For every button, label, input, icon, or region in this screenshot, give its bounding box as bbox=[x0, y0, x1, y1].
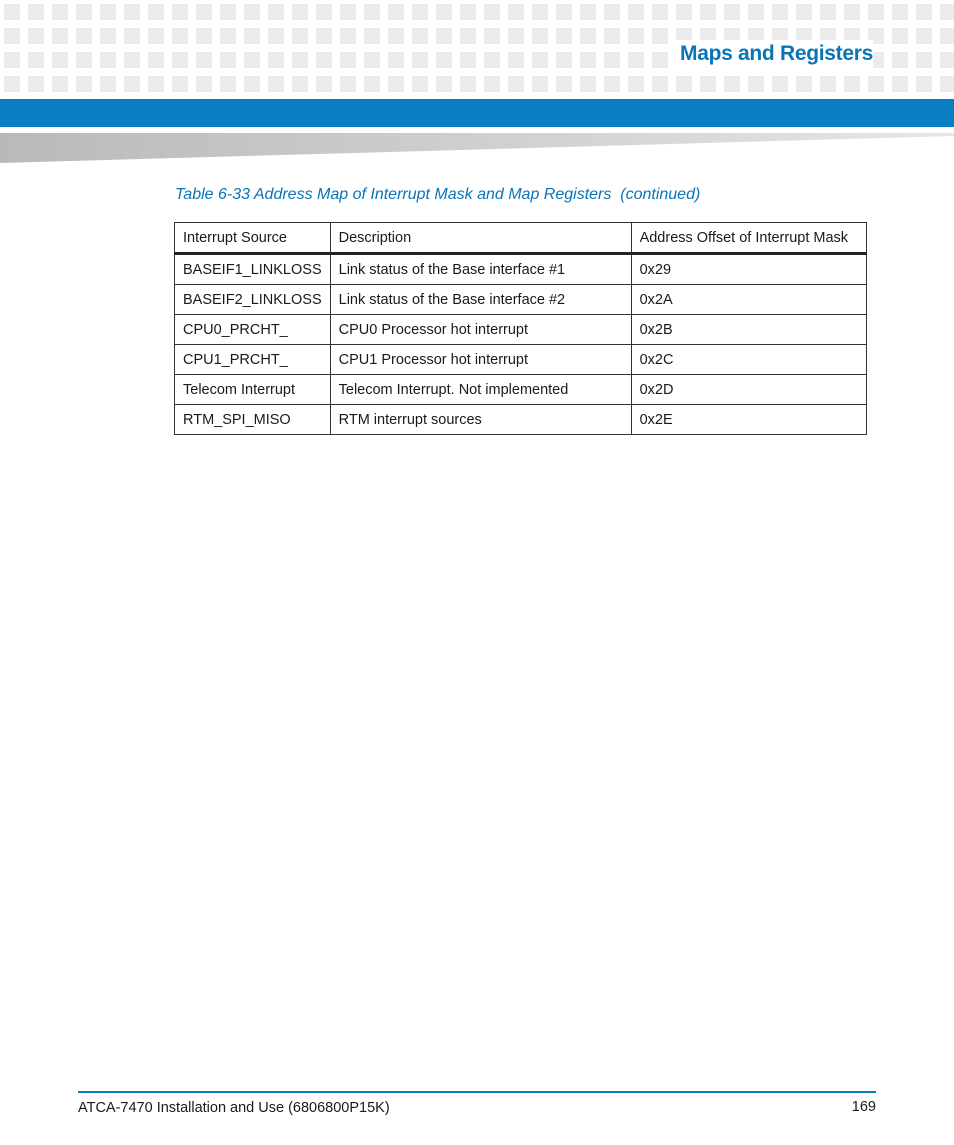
table-cell: Link status of the Base interface #1 bbox=[330, 254, 631, 285]
pattern-square bbox=[52, 4, 68, 20]
pattern-square bbox=[700, 4, 716, 20]
footer-document-title: ATCA-7470 Installation and Use (6806800P15K) bbox=[78, 1100, 390, 1116]
column-header: Interrupt Source bbox=[175, 223, 331, 254]
pattern-square bbox=[772, 76, 788, 92]
pattern-square bbox=[940, 28, 954, 44]
pattern-square bbox=[220, 4, 236, 20]
table-cell: CPU0 Processor hot interrupt bbox=[330, 315, 631, 345]
pattern-square bbox=[244, 4, 260, 20]
pattern-square bbox=[124, 76, 140, 92]
table-cell: 0x29 bbox=[631, 254, 866, 285]
pattern-square bbox=[580, 28, 596, 44]
pattern-square bbox=[940, 4, 954, 20]
footer-rule bbox=[78, 1091, 876, 1093]
pattern-square bbox=[652, 28, 668, 44]
pattern-square bbox=[100, 28, 116, 44]
pattern-square bbox=[508, 76, 524, 92]
pattern-square bbox=[292, 28, 308, 44]
table-header-row bbox=[175, 223, 867, 254]
pattern-square bbox=[532, 52, 548, 68]
pattern-square bbox=[52, 28, 68, 44]
pattern-square bbox=[388, 76, 404, 92]
pattern-square bbox=[220, 76, 236, 92]
table-cell: 0x2B bbox=[631, 315, 866, 345]
pattern-square bbox=[556, 52, 572, 68]
pattern-square bbox=[820, 4, 836, 20]
column-header: Description bbox=[330, 223, 631, 254]
table-row bbox=[175, 375, 867, 405]
pattern-square bbox=[388, 52, 404, 68]
pattern-square bbox=[844, 76, 860, 92]
pattern-square bbox=[508, 28, 524, 44]
pattern-square bbox=[748, 76, 764, 92]
pattern-square bbox=[100, 52, 116, 68]
pattern-square bbox=[292, 76, 308, 92]
header-grey-wedge bbox=[0, 130, 954, 164]
pattern-square bbox=[604, 4, 620, 20]
pattern-square bbox=[148, 76, 164, 92]
pattern-square bbox=[796, 4, 812, 20]
column-header: Address Offset of Interrupt Mask bbox=[631, 223, 866, 254]
pattern-square bbox=[28, 52, 44, 68]
pattern-square bbox=[52, 52, 68, 68]
pattern-square bbox=[196, 4, 212, 20]
pattern-square bbox=[580, 52, 596, 68]
pattern-square bbox=[220, 52, 236, 68]
table-cell: BASEIF2_LINKLOSS bbox=[175, 285, 331, 315]
pattern-square bbox=[796, 76, 812, 92]
pattern-square bbox=[580, 4, 596, 20]
pattern-square bbox=[268, 28, 284, 44]
header-blue-bar bbox=[0, 99, 954, 127]
pattern-square bbox=[436, 28, 452, 44]
pattern-square bbox=[268, 52, 284, 68]
pattern-square bbox=[460, 28, 476, 44]
pattern-square bbox=[700, 76, 716, 92]
pattern-square bbox=[28, 76, 44, 92]
pattern-square bbox=[724, 76, 740, 92]
pattern-square bbox=[148, 52, 164, 68]
pattern-square bbox=[748, 4, 764, 20]
pattern-square bbox=[172, 52, 188, 68]
pattern-square bbox=[916, 4, 932, 20]
pattern-square bbox=[628, 28, 644, 44]
pattern-square bbox=[484, 76, 500, 92]
pattern-square bbox=[892, 52, 908, 68]
pattern-square bbox=[316, 4, 332, 20]
pattern-square bbox=[220, 28, 236, 44]
table-caption: Table 6-33 Address Map of Interrupt Mask and Map Registers (continued) bbox=[175, 186, 701, 203]
pattern-square bbox=[652, 52, 668, 68]
table-cell: CPU1_PRCHT_ bbox=[175, 345, 331, 375]
table-cell: 0x2D bbox=[631, 375, 866, 405]
pattern-square bbox=[508, 4, 524, 20]
pattern-square bbox=[196, 76, 212, 92]
table-cell: RTM_SPI_MISO bbox=[175, 405, 331, 435]
table-row bbox=[175, 315, 867, 345]
pattern-square bbox=[484, 28, 500, 44]
table-cell: Telecom Interrupt. Not implemented bbox=[330, 375, 631, 405]
pattern-square bbox=[676, 4, 692, 20]
pattern-square bbox=[196, 28, 212, 44]
pattern-square bbox=[532, 28, 548, 44]
pattern-square bbox=[868, 76, 884, 92]
pattern-square bbox=[76, 28, 92, 44]
pattern-square bbox=[604, 52, 620, 68]
table-row bbox=[175, 345, 867, 375]
pattern-square bbox=[268, 4, 284, 20]
table-cell: Link status of the Base interface #2 bbox=[330, 285, 631, 315]
pattern-square bbox=[532, 4, 548, 20]
pattern-square bbox=[484, 4, 500, 20]
pattern-square bbox=[892, 4, 908, 20]
pattern-square bbox=[388, 4, 404, 20]
pattern-square bbox=[436, 4, 452, 20]
pattern-square bbox=[340, 76, 356, 92]
pattern-square bbox=[148, 28, 164, 44]
pattern-square bbox=[124, 28, 140, 44]
table-cell: 0x2E bbox=[631, 405, 866, 435]
pattern-square bbox=[292, 52, 308, 68]
table-row bbox=[175, 254, 867, 285]
pattern-square bbox=[724, 4, 740, 20]
pattern-square bbox=[76, 76, 92, 92]
pattern-square bbox=[412, 52, 428, 68]
pattern-square bbox=[940, 52, 954, 68]
pattern-square bbox=[100, 4, 116, 20]
pattern-square bbox=[628, 52, 644, 68]
pattern-square bbox=[52, 76, 68, 92]
pattern-square bbox=[316, 52, 332, 68]
pattern-square bbox=[460, 52, 476, 68]
pattern-square bbox=[4, 52, 20, 68]
pattern-square bbox=[436, 52, 452, 68]
pattern-square bbox=[340, 4, 356, 20]
pattern-square bbox=[652, 4, 668, 20]
pattern-square bbox=[508, 52, 524, 68]
pattern-square bbox=[364, 52, 380, 68]
pattern-square bbox=[364, 76, 380, 92]
pattern-square bbox=[532, 76, 548, 92]
pattern-square bbox=[436, 76, 452, 92]
pattern-square bbox=[4, 4, 20, 20]
pattern-square bbox=[4, 76, 20, 92]
pattern-square bbox=[940, 76, 954, 92]
pattern-square bbox=[916, 52, 932, 68]
table-cell: CPU1 Processor hot interrupt bbox=[330, 345, 631, 375]
pattern-square bbox=[364, 28, 380, 44]
interrupt-map-table bbox=[174, 222, 867, 435]
table-cell: BASEIF1_LINKLOSS bbox=[175, 254, 331, 285]
pattern-square bbox=[76, 4, 92, 20]
pattern-square bbox=[412, 4, 428, 20]
table-cell: 0x2C bbox=[631, 345, 866, 375]
table-cell: 0x2A bbox=[631, 285, 866, 315]
pattern-square bbox=[676, 76, 692, 92]
table-row bbox=[175, 405, 867, 435]
pattern-square bbox=[604, 76, 620, 92]
pattern-square bbox=[628, 76, 644, 92]
pattern-square bbox=[244, 52, 260, 68]
pattern-square bbox=[292, 4, 308, 20]
pattern-square bbox=[892, 28, 908, 44]
pattern-square bbox=[172, 28, 188, 44]
pattern-square bbox=[460, 4, 476, 20]
pattern-square bbox=[4, 28, 20, 44]
pattern-square bbox=[124, 52, 140, 68]
pattern-square bbox=[412, 28, 428, 44]
table-row bbox=[175, 285, 867, 315]
pattern-square bbox=[124, 4, 140, 20]
pattern-square bbox=[916, 76, 932, 92]
table-cell: Telecom Interrupt bbox=[175, 375, 331, 405]
pattern-square bbox=[820, 76, 836, 92]
pattern-square bbox=[148, 4, 164, 20]
table-cell: RTM interrupt sources bbox=[330, 405, 631, 435]
page-number: 169 bbox=[851, 1099, 876, 1115]
pattern-square bbox=[28, 28, 44, 44]
pattern-square bbox=[772, 4, 788, 20]
pattern-square bbox=[916, 28, 932, 44]
pattern-square bbox=[388, 28, 404, 44]
pattern-square bbox=[316, 28, 332, 44]
pattern-square bbox=[580, 76, 596, 92]
pattern-square bbox=[340, 28, 356, 44]
pattern-square bbox=[556, 76, 572, 92]
pattern-square bbox=[604, 28, 620, 44]
pattern-square bbox=[484, 52, 500, 68]
pattern-square bbox=[196, 52, 212, 68]
pattern-square bbox=[172, 76, 188, 92]
pattern-square bbox=[28, 4, 44, 20]
pattern-square bbox=[340, 52, 356, 68]
pattern-square bbox=[868, 4, 884, 20]
pattern-square bbox=[268, 76, 284, 92]
pattern-square bbox=[412, 76, 428, 92]
pattern-square bbox=[652, 76, 668, 92]
pattern-square bbox=[556, 28, 572, 44]
pattern-square bbox=[556, 4, 572, 20]
pattern-square bbox=[100, 76, 116, 92]
pattern-square bbox=[364, 4, 380, 20]
pattern-square bbox=[316, 76, 332, 92]
pattern-square bbox=[76, 52, 92, 68]
pattern-square bbox=[244, 76, 260, 92]
pattern-square bbox=[628, 4, 644, 20]
table-cell: CPU0_PRCHT_ bbox=[175, 315, 331, 345]
pattern-square bbox=[844, 4, 860, 20]
section-title: Maps and Registers bbox=[674, 40, 873, 70]
pattern-square bbox=[172, 4, 188, 20]
pattern-square bbox=[244, 28, 260, 44]
pattern-square bbox=[460, 76, 476, 92]
pattern-square bbox=[892, 76, 908, 92]
